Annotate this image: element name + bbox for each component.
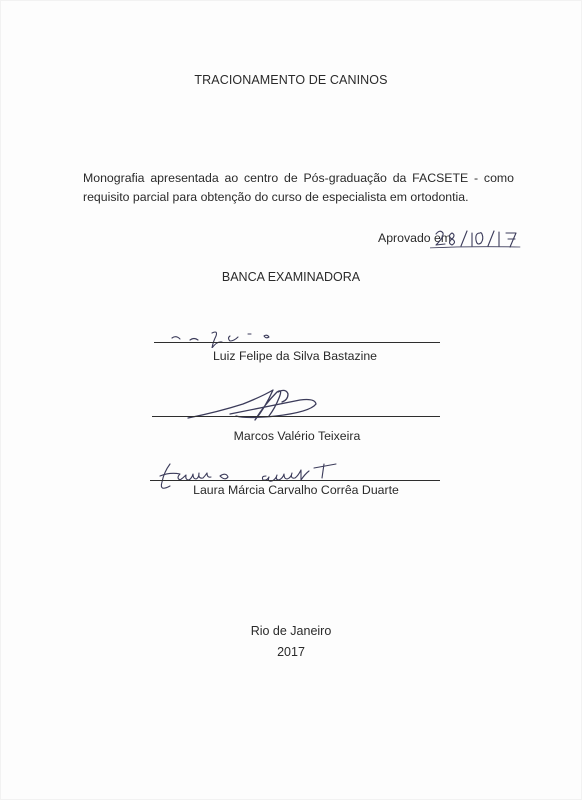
signature-line-2 — [152, 416, 440, 417]
examiner-name-2: Marcos Valério Teixeira — [233, 429, 361, 443]
body-paragraph: Monografia apresentada ao centro de Pós-graduação da FACSETE - como requisito parcial para obtenção do curso de especialista em ortodontia. — [83, 171, 514, 204]
handwritten-date — [430, 225, 530, 251]
signature-block-2 — [152, 392, 442, 446]
signature-line-3 — [150, 480, 440, 481]
signature-2 — [182, 386, 362, 426]
examining-board-title: BANCA EXAMINADORA — [221, 270, 361, 284]
examiner-name-1: Luiz Felipe da Silva Bastazine — [212, 349, 378, 363]
signature-line-1 — [154, 342, 440, 343]
approval-line — [378, 229, 528, 251]
signature-block-1 — [150, 320, 440, 368]
document-title: TRACIONAMENTO DE CANINOS — [194, 73, 388, 87]
signature-block-3 — [150, 458, 442, 502]
signature-1 — [168, 324, 348, 348]
city: Rio de Janeiro — [250, 624, 332, 638]
examiner-name-3: Laura Márcia Carvalho Corrêa Duarte — [193, 483, 399, 497]
year: 2017 — [277, 645, 305, 659]
approval-label: Aprovado em — [378, 231, 452, 245]
